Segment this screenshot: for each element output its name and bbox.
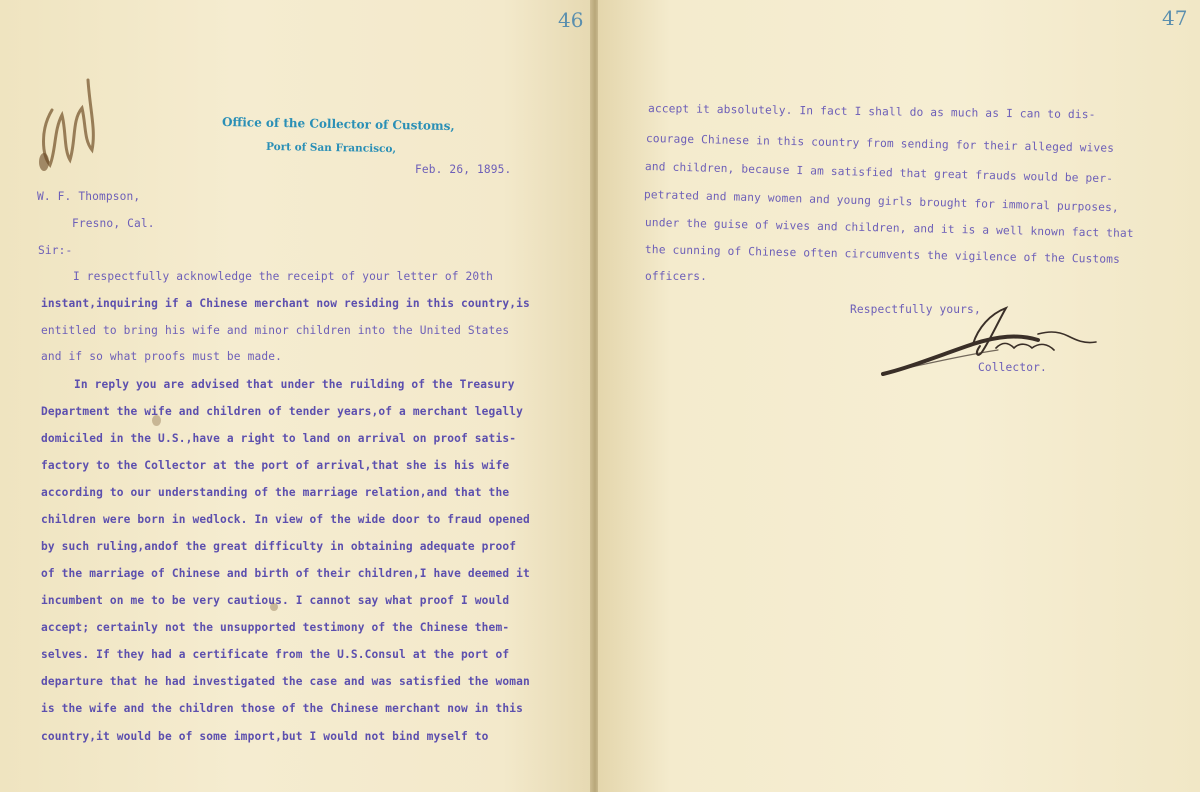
ink-stain-mark xyxy=(30,70,120,180)
letterhead-port: Port of San Francisco, xyxy=(265,140,397,156)
body-line: accept; certainly not the unsupported testimony of the Chinese them- xyxy=(41,621,510,634)
body-line: entitled to bring his wife and minor children into the United States xyxy=(41,324,510,337)
recipient-name: W. F. Thompson, xyxy=(37,190,141,203)
body-line: selves. If they had a certificate from the U.S.Consul at the port of xyxy=(41,648,510,661)
body-line: the cunning of Chinese often circumvents the vigilence of the Customs xyxy=(644,243,1121,266)
letter-date: Feb. 26, 1895. xyxy=(415,163,512,176)
body-line: incumbent on me to be very cautious. I cannot say what proof I would xyxy=(41,594,510,607)
ink-blot xyxy=(270,603,278,611)
letterhead-office: Office of the Collector of Customs, xyxy=(221,114,455,134)
body-line: In reply you are advised that under the ruilding of the Treasury xyxy=(74,378,515,391)
salutation: Sir:- xyxy=(38,244,73,257)
body-line: country,it would be of some import,but I would not bind myself to xyxy=(41,730,489,743)
body-line: by such ruling,andof the great difficulty in obtaining adequate proof xyxy=(41,540,517,553)
body-line: and children, because I am satisfied that great frauds would be per- xyxy=(644,160,1114,186)
page-number-right: 47 xyxy=(1162,6,1188,30)
body-line: accept it absolutely. In fact I shall do as much as I can to dis- xyxy=(647,102,1096,122)
body-line: according to our understanding of the marriage relation,and that the xyxy=(41,486,510,499)
body-line: children were born in wedlock. In view of the wide door to fraud opened xyxy=(41,513,530,526)
left-page xyxy=(0,0,592,792)
body-line: departure that he had investigated the case and was satisfied the woman xyxy=(41,675,530,688)
body-line: Department the wife and children of tender years,of a merchant legally xyxy=(41,405,523,418)
page-number-left: 46 xyxy=(558,8,584,32)
body-line: I respectfully acknowledge the receipt of your letter of 20th xyxy=(73,270,494,283)
closing: Respectfully yours, xyxy=(850,303,981,316)
body-line: is the wife and the children those of the Chinese merchant now in this xyxy=(41,702,523,715)
body-line: officers. xyxy=(645,270,707,283)
right-page xyxy=(598,0,1200,792)
body-line: under the guise of wives and children, and it is a well known fact that xyxy=(644,216,1134,241)
signatory-title: Collector. xyxy=(978,361,1047,374)
body-line: courage Chinese in this country from sending for their alleged wives xyxy=(645,132,1115,155)
body-line: of the marriage of Chinese and birth of their children,I have deemed it xyxy=(41,567,530,580)
body-line: domiciled in the U.S.,have a right to land on arrival on proof satis- xyxy=(41,432,517,445)
recipient-place: Fresno, Cal. xyxy=(72,217,155,230)
body-line: and if so what proofs must be made. xyxy=(41,350,282,363)
body-line: factory to the Collector at the port of arrival,that she is his wife xyxy=(41,459,510,472)
body-line: instant,inquiring if a Chinese merchant now residing in this country,is xyxy=(41,297,530,310)
ink-blot xyxy=(152,415,161,426)
body-line: petrated and many women and young girls brought for immoral purposes, xyxy=(643,188,1120,215)
